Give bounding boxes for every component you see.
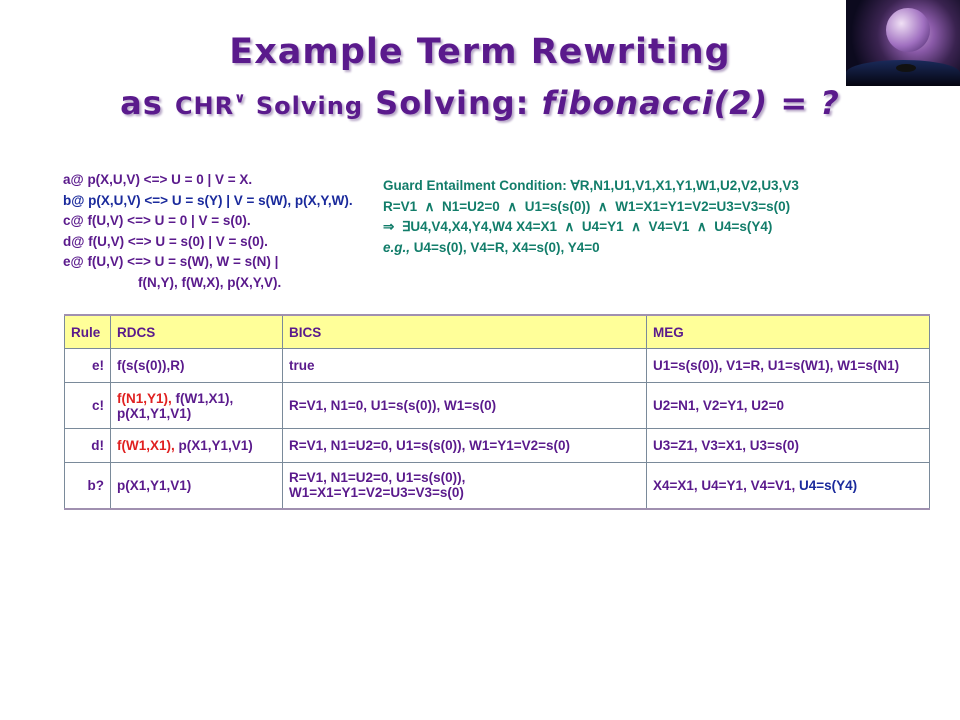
rdcs-rest: f(W1,X1), p(X1,Y1,V1) <box>117 390 234 421</box>
rule-line <box>63 252 353 273</box>
rdcs-rest: f(s(s(0)),R) <box>117 358 185 373</box>
cell-rule: b? <box>65 463 111 509</box>
rule-line <box>63 170 353 191</box>
header-rule: Rule <box>65 315 111 349</box>
meg-main: U3=Z1, V3=X1, U3=s(0) <box>653 438 799 453</box>
rdcs-rest: p(X1,Y1,V1) <box>117 477 192 493</box>
rule-line <box>63 273 353 294</box>
guard-vars: ∀R,N1,U1,V1,X1,Y1,W1,U2,V2,U3,V3 <box>570 178 799 193</box>
cell-rule: e! <box>65 349 111 383</box>
slide-title-line1: Example Term Rewriting <box>229 32 731 72</box>
cell-meg <box>647 429 930 463</box>
title-solving: Solving: <box>363 84 542 122</box>
table-header-row <box>65 315 930 349</box>
derivation-table <box>64 314 930 510</box>
header-meg: MEG <box>647 315 930 349</box>
rdcs-highlight: f(N1,Y1), <box>117 390 172 406</box>
rule-line <box>63 191 353 212</box>
guard-line4 <box>383 238 799 259</box>
title-chr: CHR <box>174 92 235 120</box>
cell-rdcs <box>111 349 283 383</box>
rule-prefix: a@ <box>63 172 88 187</box>
rule-body: p(X,U,V) <=> U = 0 | V = X. <box>87 172 253 187</box>
cell-meg <box>647 349 930 383</box>
rule-body: f(U,V) <=> U = 0 | V = s(0). <box>87 213 251 228</box>
cell-bics: R=V1, N1=U2=0, U1=s(s(0)), W1=X1=Y1=V2=U3=V3=s(0) <box>283 463 647 509</box>
guard-eg: e.g., <box>383 239 411 255</box>
chr-rules <box>63 170 353 293</box>
rule-body: f(N,Y), f(W,X), p(X,Y,V). <box>63 274 282 290</box>
cell-bics: true <box>283 349 647 383</box>
table-row <box>65 349 930 383</box>
rule-line <box>63 211 353 232</box>
title-as: as <box>120 84 175 122</box>
rule-body: p(X,U,V) <=> U = s(Y) | V = s(W), p(X,Y,W). <box>88 192 353 208</box>
meg-main: U1=s(s(0)), V1=R, U1=s(W1), W1=s(N1) <box>653 358 900 373</box>
title-chr-sup: ∨ <box>234 90 247 107</box>
meg-main: X4=X1, U4=Y1, V4=V1, <box>653 477 799 493</box>
cell-rdcs <box>111 383 283 429</box>
cell-rdcs <box>111 429 283 463</box>
cell-rdcs <box>111 463 283 509</box>
cell-meg <box>647 383 930 429</box>
rdcs-rest: p(X1,Y1,V1) <box>174 438 253 453</box>
guard-label: Guard Entailment Condition: <box>383 178 571 193</box>
rule-line <box>63 232 353 253</box>
cell-meg <box>647 463 930 509</box>
cell-bics: R=V1, N1=0, U1=s(s(0)), W1=s(0) <box>283 383 647 429</box>
header-bics: BICS <box>283 315 647 349</box>
cell-bics: R=V1, N1=U2=0, U1=s(s(0)), W1=Y1=V2=s(0) <box>283 429 647 463</box>
header-rdcs: RDCS <box>111 315 283 349</box>
meg-highlight: U4=s(Y4) <box>798 477 858 493</box>
table-row <box>65 429 930 463</box>
meg-main: U2=N1, V2=Y1, U2=0 <box>653 398 784 413</box>
title-solving-small: Solving <box>246 92 363 120</box>
rule-prefix: c@ <box>63 213 88 228</box>
guard-line3: ⇒ ∃U4,V4,X4,Y4,W4 X4=X1 ∧ U4=Y1 ∧ V4=V1 ∧ U4=s(Y4) <box>383 219 773 234</box>
cell-rule: c! <box>65 383 111 429</box>
rule-prefix: b@ <box>63 192 89 208</box>
rule-body: f(U,V) <=> U = s(W), W = s(N) | <box>87 254 279 269</box>
cell-rule: d! <box>65 429 111 463</box>
guard-example: U4=s(0), V4=R, X4=s(0), Y4=0 <box>410 239 600 255</box>
slide-title-line2 <box>0 84 960 122</box>
table-row <box>65 383 930 429</box>
rule-prefix: e@ <box>63 254 88 269</box>
rule-prefix: d@ <box>63 233 89 249</box>
title-query: fibonacci(2) = ? <box>541 84 840 122</box>
guard-line1 <box>383 176 799 197</box>
guard-line2: R=V1 ∧ N1=U2=0 ∧ U1=s(s(0)) ∧ W1=X1=Y1=V2=U3=V3=s(0) <box>383 198 791 214</box>
table-row <box>65 463 930 509</box>
rdcs-highlight: f(W1,X1), <box>117 438 175 453</box>
rule-body: f(U,V) <=> U = s(0) | V = s(0). <box>88 233 268 249</box>
guard-entailment-condition <box>383 176 799 258</box>
